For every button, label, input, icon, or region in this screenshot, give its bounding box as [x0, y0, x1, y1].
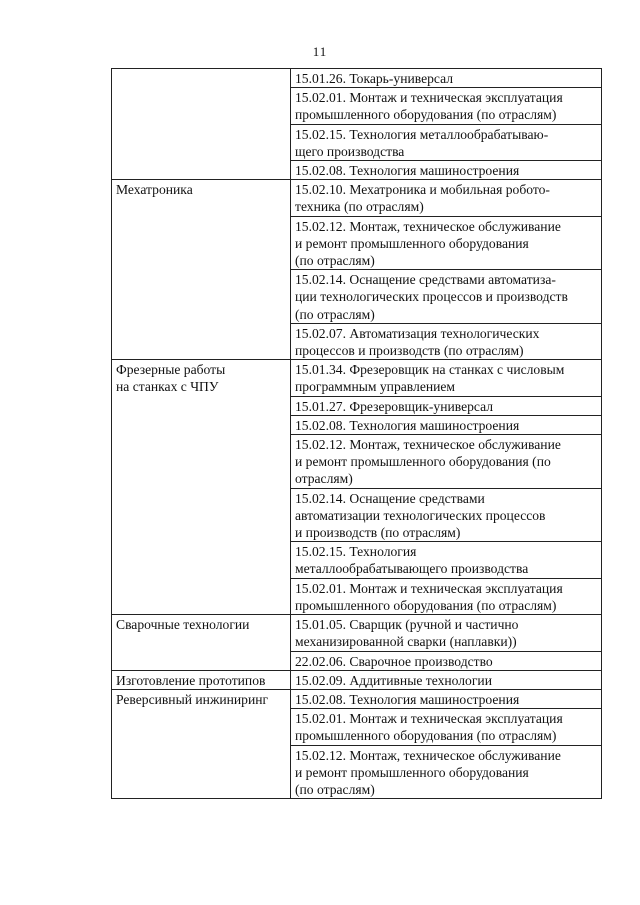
table-row [112, 689, 602, 708]
specialty-text: 15.02.12. Монтаж, техническое обслуживание [295, 437, 561, 453]
specialty-text: 22.02.06. Сварочное производство [295, 653, 493, 669]
competency-cell [112, 670, 291, 689]
table-row [112, 360, 602, 396]
specialty-cell [291, 670, 602, 689]
competency-text: на станках с ЧПУ [116, 379, 219, 395]
specialty-cell [291, 69, 602, 88]
table-row [112, 615, 602, 651]
specialty-text: 15.02.12. Монтаж, техническое обслуживание [295, 747, 561, 763]
specialty-text: 15.01.26. Токарь-универсал [295, 71, 454, 86]
specialty-text: 15.02.07. Автоматизация технологических [295, 325, 540, 341]
specialty-text: механизированной сварки (наплавки)) [295, 634, 517, 650]
competency-text: Изготовление прототипов [116, 672, 266, 688]
specialty-text: (по отраслям) [295, 781, 375, 797]
competency-cell [112, 69, 291, 180]
specialty-text: отраслям) [295, 471, 353, 487]
specialty-text: и ремонт промышленного оборудования [295, 235, 529, 251]
specialty-text: промышленного оборудования (по отраслям) [295, 597, 557, 613]
specialty-text: 15.02.15. Технология [295, 544, 417, 560]
specialty-cell [291, 615, 602, 651]
table-row [112, 69, 602, 88]
specialty-text: и ремонт промышленного оборудования (по [295, 454, 551, 470]
specialty-text: 15.02.08. Технология машиностроения [295, 691, 520, 707]
competency-text: Реверсивный инжиниринг [116, 691, 269, 707]
specialty-cell [291, 323, 602, 359]
specialty-text: 15.02.08. Технология машиностроения [295, 417, 520, 433]
specialty-cell [291, 689, 602, 708]
specialty-cell [291, 435, 602, 489]
specialty-cell [291, 578, 602, 614]
competency-text: Мехатроника [116, 182, 193, 198]
competency-text: Сварочные технологии [116, 617, 250, 633]
competency-cell [112, 360, 291, 615]
specialty-text: техника (по отраслям) [295, 199, 424, 215]
specialty-text: 15.02.01. Монтаж и техническая эксплуатация [295, 580, 563, 596]
specialty-text: (по отраслям) [295, 253, 375, 269]
specialty-cell [291, 180, 602, 216]
specialty-cell [291, 542, 602, 578]
specialty-cell [291, 161, 602, 180]
competency-cell [112, 615, 291, 671]
specialty-text: и ремонт промышленного оборудования [295, 764, 529, 780]
specialty-text: процессов и производств (по отраслям) [295, 343, 524, 359]
specialty-cell [291, 88, 602, 124]
specialty-text: 15.02.09. Аддитивные технологии [295, 672, 492, 688]
specialty-text: программным управлением [295, 379, 456, 395]
specialty-text: 15.01.34. Фрезеровщик на станках с числовым [295, 362, 565, 378]
competency-cell [112, 689, 291, 798]
specialty-cell [291, 216, 602, 270]
specialty-text: 15.02.14. Оснащение средствами автоматиза- [295, 272, 556, 288]
table-row [112, 670, 602, 689]
specialty-text: и производств (по отраслям) [295, 525, 461, 541]
specialty-cell [291, 709, 602, 745]
specialty-text: (по отраслям) [295, 306, 375, 322]
competency-specialty-table [111, 68, 602, 799]
specialty-cell [291, 270, 602, 324]
specialty-cell [291, 360, 602, 396]
specialty-text: 15.02.10. Мехатроника и мобильная робото- [295, 182, 550, 198]
competency-text: Фрезерные работы [116, 362, 226, 378]
specialty-cell [291, 124, 602, 160]
specialty-text: промышленного оборудования (по отраслям) [295, 728, 557, 744]
competency-cell [112, 180, 291, 360]
specialty-text: металлообрабатывающего производства [295, 561, 529, 577]
specialty-text: промышленного оборудования (по отраслям) [295, 107, 557, 123]
table-row [112, 180, 602, 216]
page-number: 11 [312, 44, 328, 59]
specialty-cell [291, 415, 602, 434]
specialty-cell [291, 488, 602, 542]
specialty-text: 15.02.14. Оснащение средствами [295, 490, 485, 506]
specialty-text: 15.02.08. Технология машиностроения [295, 163, 520, 179]
specialty-cell [291, 745, 602, 799]
specialty-text: 15.02.12. Монтаж, техническое обслуживание [295, 218, 561, 234]
table-body [112, 69, 602, 799]
specialty-cell [291, 396, 602, 415]
specialty-text: 15.02.01. Монтаж и техническая эксплуатация [295, 711, 563, 727]
specialty-text: ции технологических процессов и производств [295, 289, 568, 305]
specialty-text: 15.01.05. Сварщик (ручной и частично [295, 617, 519, 633]
specialty-text: щего производства [295, 143, 405, 159]
specialty-text: 15.01.27. Фрезеровщик-универсал [295, 398, 494, 414]
specialty-text: автоматизации технологических процессов [295, 507, 546, 523]
specialty-cell [291, 651, 602, 670]
specialty-text: 15.02.15. Технология металлообрабатываю- [295, 126, 549, 142]
specialty-text: 15.02.01. Монтаж и техническая эксплуатация [295, 90, 563, 106]
